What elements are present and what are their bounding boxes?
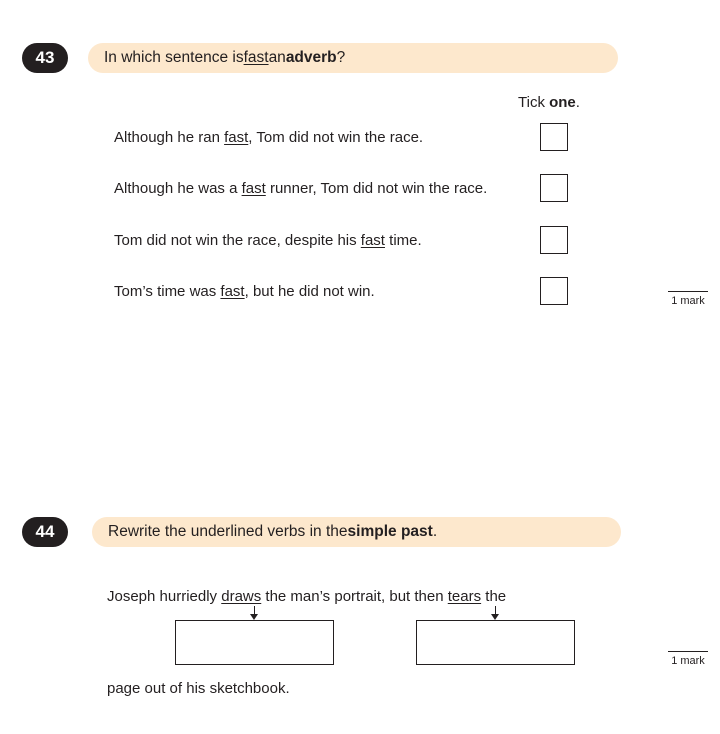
answer-box-2[interactable] [416, 620, 575, 665]
mark-label: 1 mark [671, 655, 705, 667]
option-underlined-word: fast [224, 129, 249, 146]
question-number-43 [22, 43, 68, 73]
tick-box-3[interactable] [540, 226, 568, 254]
prompt-underlined-word: fast [243, 49, 269, 66]
option-text: Tom’s time was [114, 283, 221, 300]
option-underlined-word: fast [241, 180, 266, 197]
underlined-verb-1: draws [221, 588, 262, 605]
tick-box-4[interactable] [540, 277, 568, 305]
question-43-prompt [88, 43, 618, 73]
prompt-text: In which sentence is [104, 49, 244, 66]
tick-box-2[interactable] [540, 174, 568, 202]
sentence-text: Joseph hurriedly [107, 588, 222, 605]
option-underlined-word: fast [360, 232, 385, 249]
option-text: runner, Tom did not win the race. [265, 180, 488, 197]
prompt-text: . [432, 523, 438, 540]
option-text: , but he did not win. [244, 283, 375, 300]
sentence-text: the [481, 588, 507, 605]
prompt-bold-word: adverb [285, 49, 337, 66]
sentence-text: the man’s portrait, but then [261, 588, 448, 605]
mark-allocation-43 [668, 291, 708, 307]
question-number-label: 44 [35, 522, 55, 541]
tick-box-1[interactable] [540, 123, 568, 151]
option-text: time. [384, 232, 422, 249]
option-4 [114, 283, 375, 300]
sentence-line-2 [107, 680, 290, 697]
tick-instruction [518, 94, 580, 111]
tick-instruction-text: Tick [518, 94, 550, 111]
prompt-text: ? [336, 49, 346, 66]
question-number-44 [22, 517, 68, 547]
option-1 [114, 129, 423, 146]
option-3 [114, 232, 422, 249]
arrow-down-icon [491, 606, 500, 620]
mark-line [668, 651, 708, 652]
mark-line [668, 291, 708, 292]
option-2 [114, 180, 487, 197]
option-text: Although he was a [114, 180, 242, 197]
underlined-verb-2: tears [447, 588, 482, 605]
sentence-line-1 [107, 588, 506, 605]
question-number-label: 43 [35, 48, 55, 67]
question-44-prompt [92, 517, 621, 547]
prompt-text: an [268, 49, 286, 66]
arrow-down-icon [250, 606, 259, 620]
mark-allocation-44 [668, 651, 708, 667]
option-text: Tom did not win the race, despite his [114, 232, 361, 249]
tick-instruction-text: . [575, 94, 580, 111]
option-text: Although he ran [114, 129, 225, 146]
answer-box-1[interactable] [175, 620, 334, 665]
prompt-bold-phrase: simple past [347, 523, 433, 540]
tick-instruction-bold: one [549, 94, 576, 111]
prompt-text: Rewrite the underlined verbs in the [108, 523, 348, 540]
mark-label: 1 mark [671, 295, 705, 307]
sentence-text: page out of his sketchbook. [107, 680, 290, 697]
option-text: , Tom did not win the race. [248, 129, 424, 146]
option-underlined-word: fast [220, 283, 245, 300]
